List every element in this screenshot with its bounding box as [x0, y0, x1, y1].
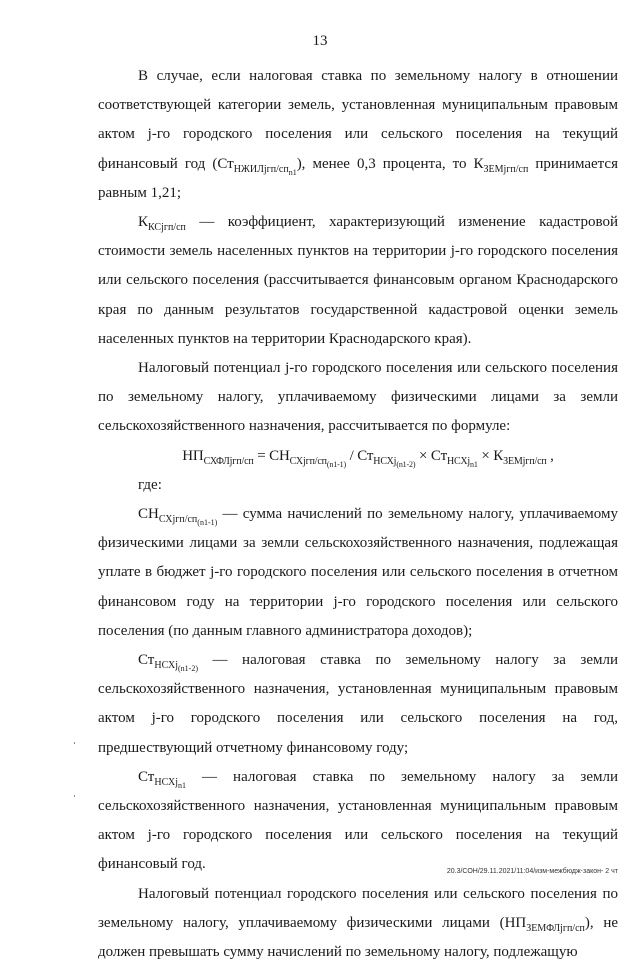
paragraph-kks-definition: [98, 208, 618, 354]
where-label: где:: [138, 476, 162, 493]
subscript-text: (n1-2): [178, 664, 199, 674]
paragraph-snsh-definition: [98, 500, 618, 646]
text-segment: ), не должен превышать сумму начислений по земельному налогу, подлежащую: [98, 914, 619, 961]
text-segment: — налоговая ставка по земельному налогу за земли сельскохозяйственного назначения, установленная муниципальным правовым актом j-го городского поселения или сельского поселения на текущий финансовый год.: [98, 768, 618, 873]
text-segment: К: [138, 214, 149, 231]
subscript: [234, 164, 297, 175]
text-segment: Ст: [138, 652, 155, 669]
subscript: [154, 777, 186, 788]
document-footer-stamp: 20.3/СОН/29.11.2021/11:04/изм-межбюдж-закон- 2 чт: [446, 868, 618, 875]
text-segment: ), менее 0,3 процента, то К: [296, 155, 484, 172]
formula: [98, 442, 618, 471]
text-segment: В случае, если налоговая ставка по земельному налогу в отношении соответствующей категории земель, установленная муниципальным правовым актом j-го городского поселения или сельского поселения на текущий финансовый год (Ст: [98, 68, 618, 172]
subscript-text: (n1-2): [396, 459, 416, 469]
paragraph-coefficient-condition: [98, 62, 618, 208]
subscript: [290, 456, 346, 467]
subscript-text: НЖИЛjгп/сп: [233, 163, 289, 175]
subscript-text: ЗЕМjгп/сп: [483, 163, 529, 175]
subscript-text: (n1-1): [197, 518, 218, 528]
text-segment: Налоговый потенциал городского поселения или сельского поселения по земельному налогу, уплачиваемому физическими лицами (НП: [98, 885, 618, 931]
formula-term: = СН: [253, 447, 290, 464]
text-segment: Ст: [138, 768, 155, 785]
subscript-text: НСХj: [446, 455, 471, 467]
formula-term: × К: [477, 447, 504, 464]
subscript-text: n1: [288, 167, 297, 177]
text-segment: — налоговая ставка по земельному налогу за земли сельскохозяйственного назначения, установленная муниципальным правовым актом j-го городского поселения или сельского поселения на год, предшествующий отчетному финансовому году;: [98, 652, 618, 756]
paragraph-rate-current-year: [98, 763, 618, 880]
subscript-text: n1: [178, 780, 187, 790]
subscript-text: (n1-1): [326, 459, 346, 469]
text-segment: СН: [138, 506, 159, 523]
formula-term: ,: [546, 447, 554, 464]
subscript: [154, 660, 199, 674]
subscript: [373, 456, 415, 467]
text-segment: принимается равным 1,21;: [98, 155, 618, 201]
paragraph-tax-potential-intro: Налоговый потенциал j-го городского поселения или сельского поселения по земельному налогу, уплачиваемому физическими лицами за земли сельскохозяйственного назначения, рассчитывается по формуле:: [98, 360, 618, 435]
formula-term: × Ст: [415, 447, 447, 464]
formula-term: НП: [182, 447, 204, 464]
document-body: [98, 62, 618, 967]
margin-mark: [74, 795, 75, 797]
margin-mark: [74, 742, 75, 744]
subscript-text: НСХj: [154, 776, 179, 788]
text-segment: — сумма начислений по земельному налогу, уплачиваемому физическими лицами за земли сельскохозяйственного назначения, подлежащая уплате в бюджет j-го городского поселения или сельского поселения в отчетном финансовом году на территории j-го городского поселения или сельского поселения (по данным главного администратора доходов);: [98, 506, 618, 639]
subscript-text: СХjгп/сп: [158, 514, 198, 526]
paragraph-tax-potential-limit: [98, 880, 618, 967]
subscript-text: КСjгп/сп: [148, 222, 186, 234]
formula-term: / Ст: [345, 447, 374, 464]
subscript: [158, 514, 218, 528]
text-segment: — коэффициент, характеризующий изменение кадастровой стоимости земель населенных пунктов на территории j-го городского поселения или сельского поселения (рассчитывается финансовым органом Краснодарского края по данным результатов государственной кадастровой оценки земель населенных пунктов на территории Краснодарского края).: [98, 214, 618, 347]
subscript-text: НСХj: [154, 660, 179, 672]
subscript-text: n1: [470, 459, 478, 469]
subscript-text: СХФЛjгп/сп: [203, 455, 254, 467]
subscript-text: НСХj: [373, 455, 397, 467]
page-number: 13: [312, 33, 328, 49]
subscript-text: ЗЕМjгп/сп: [503, 455, 547, 467]
paragraph-rate-prior-year: [98, 646, 618, 763]
subscript-text: СХjгп/сп: [289, 455, 327, 467]
subscript-text: ЗЕМФЛjгп/сп: [526, 922, 585, 934]
subscript: [447, 456, 478, 467]
